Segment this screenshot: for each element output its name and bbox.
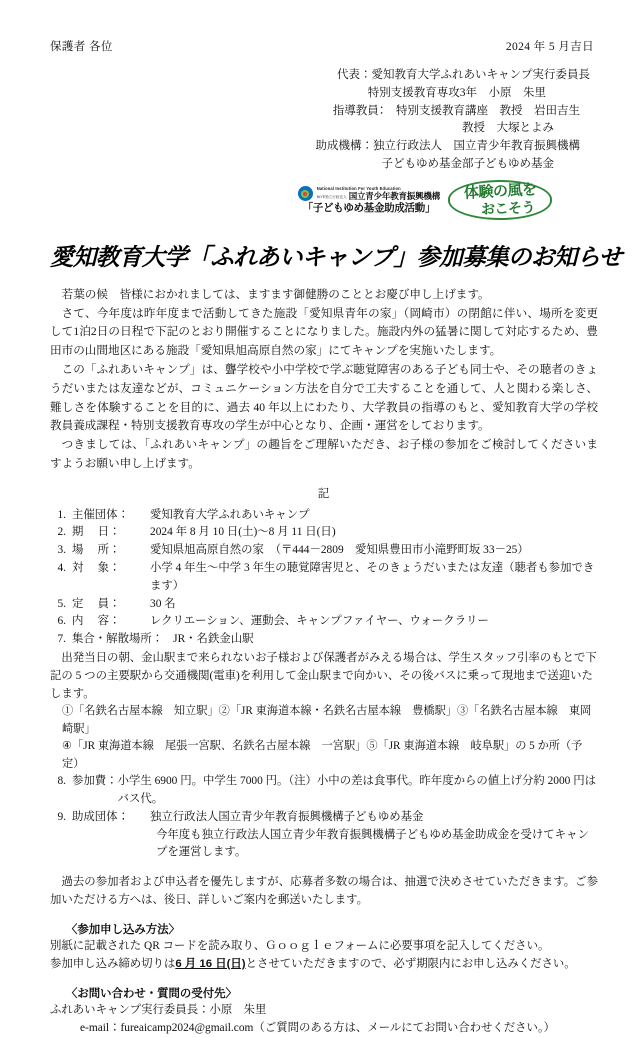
apply-deadline-suffix: とさせていただきますので、必ず期限内にお申し込みください。 <box>245 958 576 971</box>
grant-org-line-2: 子どもゆめ基金部子どもゆめ基金 <box>381 158 554 171</box>
document-date: 2024 年 5 月吉日 <box>505 41 594 53</box>
item-number: 3. <box>57 544 66 557</box>
wind-badge-line-2: おこそう <box>480 199 536 218</box>
grant-org-line: 助成機構：独立行政法人 国立青少年教育振興機構 <box>315 140 580 153</box>
details-list-2 <box>50 773 598 826</box>
selection-note: 過去の参加者および申込者を優先しますが、応募者多数の場合は、抽選で決めさせていただきます。ご参加いただける方へは、後日、詳しいご案内を郵送いたします。 <box>50 876 598 907</box>
email-address[interactable]: fureaicamp2024@gmail.com <box>120 1021 254 1034</box>
intro-body <box>50 286 598 474</box>
representative-name: 特別支援教育専攻3年 小原 朱里 <box>367 86 546 99</box>
route-line-1: ①「名鉄名古屋本線 知立駅」②「JR 東海道本線・名鉄名古屋本線 豊橋駅」③「名鉄名古屋本線 東岡崎駅」 <box>62 705 592 735</box>
document-header-row <box>50 38 598 54</box>
item-value: 30 名 <box>150 597 176 610</box>
details-list <box>50 507 598 649</box>
item-value: 小学生 6900 円。中学生 7000 円。（注）小中の差は食事代。昨年度からの値上げ分約 2000 円はバス代。 <box>117 775 596 805</box>
paragraph-3: この「ふれあいキャンプ」は、聾学校や小中学校で学ぶ聴覚障害のある子ども同士や、その聴者のきょうだいまたは友達などが、コミュニケーション方法を自分で工夫することを通して、人と関わる楽しさ、難しさを体験することを目的に、過去 40 年以上にわたり、大学教員の指導のもと、愛知教育大学の学校教員養成課程・特別支援教育専攻の学生が中心となり、企画・運営をしております。 <box>50 363 598 433</box>
email-note: （ご質問のある方は、メールにてお問い合わせください。） <box>253 1021 556 1034</box>
advisor-line: 指導教員： 特別支援教育講座 教授 岩田吉生 <box>332 104 580 117</box>
niye-wordmark <box>317 187 440 201</box>
item-label: 助成団体： <box>72 810 129 823</box>
list-item <box>50 596 598 614</box>
list-item <box>50 809 598 827</box>
list-item <box>50 613 598 631</box>
item-number: 4. <box>57 562 66 575</box>
grant-continuation: 今年度も独立行政法人国立青少年教育振興機構子どもゆめ基金助成金を受けてキャンプを運営します。 <box>156 828 589 859</box>
item-value: 2024 年 8 月 10 日(土)～8 月 11 日(日) <box>150 526 336 539</box>
item-label: 定 員： <box>72 597 121 610</box>
apply-deadline-prefix: 参加申し込み締め切りは <box>50 958 176 971</box>
ki-marker: 記 <box>317 486 331 500</box>
item-label: 内 容： <box>72 615 121 628</box>
wind-badge-line-1: 体験の風を <box>463 181 537 203</box>
apply-line-1: 別紙に記載された QR コードを読み取り、Ｇｏｏｇｌｅフォームに必要事項を記入してください。 <box>50 939 550 952</box>
wind-badge-logo <box>448 180 552 220</box>
item-label: 主催団体： <box>72 508 129 521</box>
route-line-2: ④「JR 東海道本線 尾張一宮駅、名鉄名古屋本線 一宮駅」⑤「JR 東海道本線 岐阜駅」の 5 か所（予定） <box>62 740 583 770</box>
niye-abbr: NIYE独立行政法人 <box>316 195 347 200</box>
logo-row <box>50 180 598 220</box>
niye-logo-top <box>298 186 440 201</box>
contact-person: ふれあいキャンプ実行委員長：小原 朱里 <box>50 1003 267 1016</box>
item-number: 2. <box>57 526 66 539</box>
item-number: 8. <box>57 775 66 788</box>
item-label: 対 象： <box>72 562 121 575</box>
item-number: 1. <box>57 508 66 521</box>
item-value: 愛知教育大学ふれあいキャンプ <box>150 508 310 521</box>
list-item <box>50 507 598 525</box>
representative-line: 代表：愛知教育大学ふれあいキャンプ実行委員長 <box>337 69 590 81</box>
niye-jp-row <box>317 192 440 201</box>
item-value: レクリエーション、運動会、キャンプファイヤー、ウォークラリー <box>150 615 489 628</box>
niye-circle-icon <box>298 186 313 201</box>
contact-heading: 〈お問い合わせ・質問の受付先〉 <box>66 987 237 1000</box>
email-label: e-mail： <box>80 1021 121 1034</box>
niye-japanese-name: 国立青少年教育振興機構 <box>348 190 440 201</box>
meeting-note: 出発当日の朝、金山駅まで来られないお子様および保護者がみえる場合は、学生スタッフ引率のもとで下記の 5 つの主要駅から交通機関(電車)を利用して金山駅まで向かい、その後バスに乗って現地まで送迎いたします。 <box>50 651 597 700</box>
apply-deadline: 6 月 16 日(日) <box>175 958 246 971</box>
apply-heading: 〈参加申し込み方法〉 <box>66 923 180 936</box>
apply-line-2 <box>50 955 598 973</box>
item-value: JR・名鉄金山駅 <box>173 633 254 646</box>
niye-logo <box>298 186 440 214</box>
item-value: 小学 4 年生～中学 3 年生の聴覚障害児と、そのきょうだいまたは友達（聴者も参加できます） <box>150 562 595 592</box>
paragraph-4: つきましては、「ふれあいキャンプ」の趣旨をご理解いただき、お子様の参加をご検討してくださいますようお願い申し上げます。 <box>50 438 598 470</box>
organizer-block <box>50 67 598 174</box>
item-number: 6. <box>57 615 66 628</box>
page-title: 愛知教育大学「ふれあいキャンプ」参加募集のお知らせ <box>50 243 622 270</box>
list-item <box>50 524 598 542</box>
list-item <box>50 631 598 649</box>
item-label: 参加費： <box>72 775 118 788</box>
item-label: 場 所： <box>72 544 121 557</box>
contact-email-line <box>50 1019 598 1037</box>
list-item <box>50 560 598 596</box>
item-number: 5. <box>57 597 66 610</box>
item-label: 期 日： <box>72 526 121 539</box>
niye-english-name: National Institution For Youth Education <box>316 185 401 191</box>
wind-badge-text <box>448 180 552 220</box>
addressee: 保護者 各位 <box>50 41 113 53</box>
paragraph-2: さて、今年度は昨年度まで活動してきた施設「愛知県青年の家」（岡崎市）の閉館に伴い、場所を変更して1泊2日の日程で下記のとおり開催することになりました。施設内外の猛暑に関して対応するため、豊田市の山間地区にある施設「愛知県旭高原自然の家」にてキャンプを実施いたします。 <box>50 306 598 358</box>
fund-activity-label: 「子どもゆめ基金助成活動」 <box>302 202 436 215</box>
item-value: 愛知県旭高原自然の家 （〒444－2809 愛知県豊田市小滝野町坂 33－25） <box>150 544 529 557</box>
item-number: 7. <box>57 633 66 646</box>
paragraph-1: 若葉の候 皆様におかれましては、ますます御健勝のこととお慶び申し上げます。 <box>61 287 490 301</box>
item-number: 9. <box>57 810 66 823</box>
list-item <box>50 542 598 560</box>
advisor-line-2: 教授 大塚とよみ <box>462 122 554 135</box>
list-item <box>50 773 598 809</box>
item-value: 独立行政法人国立青少年教育振興機構子どもゆめ基金 <box>150 810 424 823</box>
item-label: 集合・解散場所： <box>72 633 164 646</box>
